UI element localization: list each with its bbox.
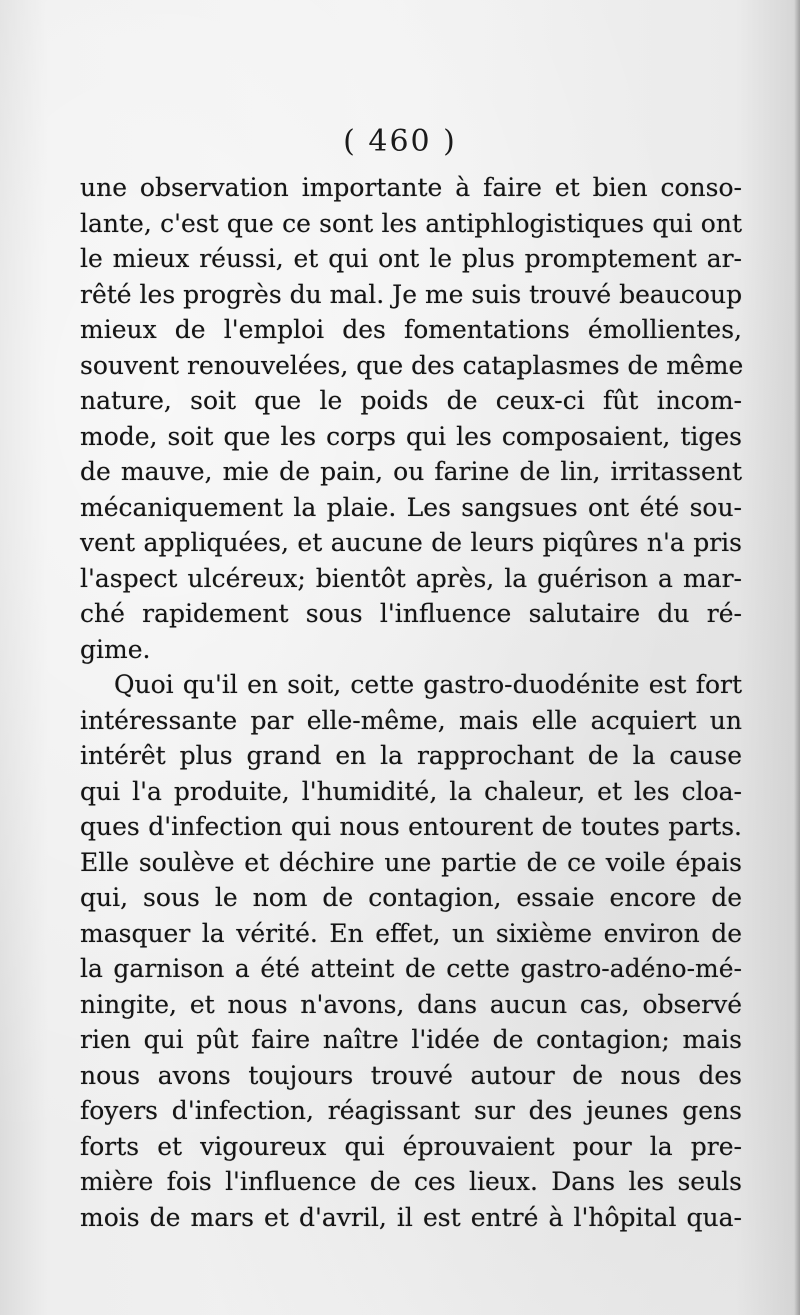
text-line: gime.: [80, 634, 151, 664]
text-line: nous avons toujours trouvé autour de nous des: [80, 1060, 742, 1090]
text-line: l'aspect ulcéreux; bientôt après, la guérison a mar-: [80, 563, 742, 593]
page-number: ( 460 ): [343, 124, 457, 159]
text-line: la garnison a été atteint de cette gastro-adéno-mé-: [80, 954, 742, 983]
text-line: intéressante par elle-même, mais elle acquiert un: [80, 705, 742, 735]
text-line: mière fois l'influence de ces lieux. Dans les seuls: [80, 1167, 742, 1196]
text-line: lante, c'est que ce sont les antiphlogistiques qui ont: [80, 208, 742, 238]
text-line: une observation importante à faire et bien conso-: [80, 173, 742, 202]
text-line: foyers d'infection, réagissant sur des jeunes gens: [80, 1096, 742, 1125]
text-line: ques d'infection qui nous entourent de toutes parts.: [80, 812, 742, 841]
text-line: mécaniquement la plaie. Les sangsues ont été sou-: [80, 492, 742, 522]
text-line: de mauve, mie de pain, ou farine de lin, irritassent: [80, 457, 742, 486]
text-line: vent appliquées, et aucune de leurs piqûres n'a pris: [80, 528, 742, 557]
text-line: rêté les progrès du mal. Je me suis trouvé beaucoup: [80, 279, 743, 309]
text-line: qui, sous le nom de contagion, essaie encore de: [80, 883, 742, 912]
text-line: mois de mars et d'avril, il est entré à l'hôpital qua-: [80, 1202, 742, 1232]
text-line: qui l'a produite, l'humidité, la chaleur, et les cloa-: [80, 776, 742, 806]
text-line: mode, soit que les corps qui les composaient, tiges: [80, 421, 742, 451]
text-line: masquer la vérité. En effet, un sixième environ de: [80, 918, 742, 948]
text-line: Elle soulève et déchire une partie de ce voile épais: [80, 847, 742, 877]
paragraph-first-line: Quoi qu'il en soit, cette gastro-duodénite est fort: [114, 670, 742, 699]
text-line: ché rapidement sous l'influence salutaire du ré-: [80, 599, 742, 628]
text-line: nature, soit que le poids de ceux-ci fût incom-: [80, 386, 742, 415]
text-line: forts et vigoureux qui éprouvaient pour la pre-: [80, 1131, 742, 1161]
text-line: intérêt plus grand en la rapprochant de la cause: [80, 741, 742, 770]
text-line: rien qui pût faire naître l'idée de contagion; mais: [80, 1025, 742, 1054]
body-text: [80, 170, 742, 1235]
text-line: le mieux réussi, et qui ont le plus promptement ar-: [80, 244, 742, 273]
text-line: mieux de l'emploi des fomentations émollientes,: [80, 315, 742, 344]
text-line: ningite, et nous n'avons, dans aucun cas, observé: [80, 989, 742, 1019]
text-line: souvent renouvelées, que des cataplasmes de même: [80, 350, 744, 380]
